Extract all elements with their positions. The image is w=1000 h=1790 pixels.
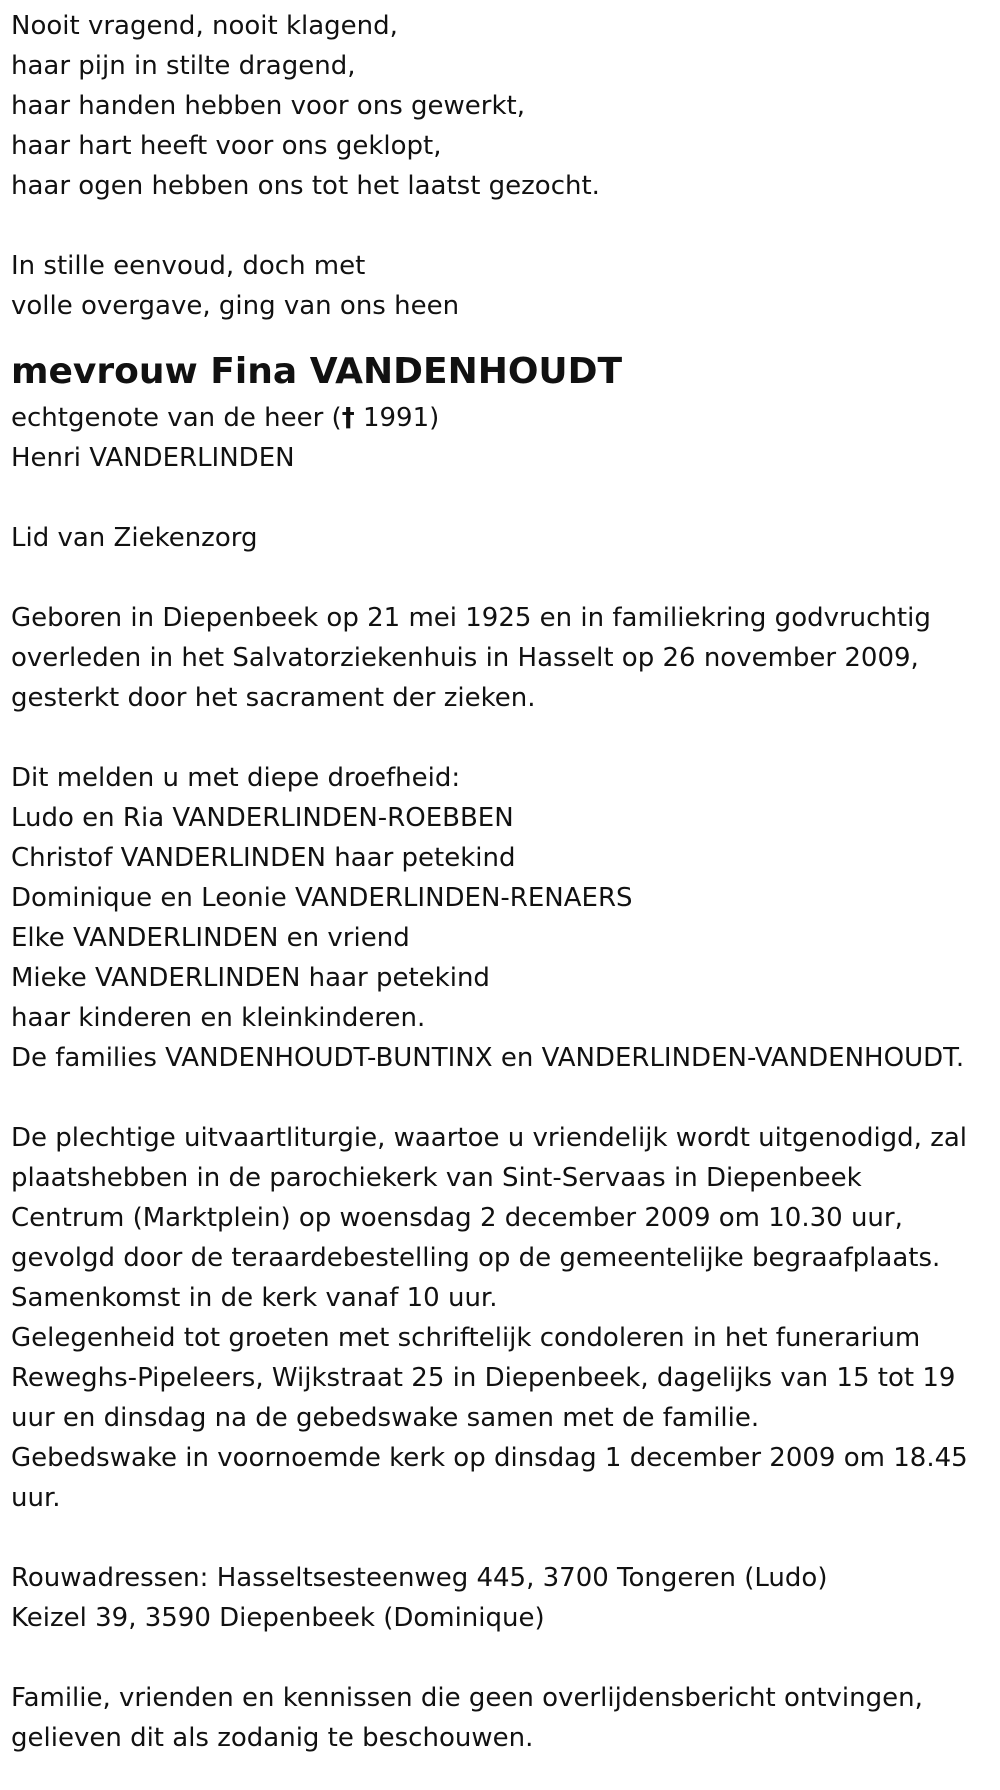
poem-line: haar hart heeft voor ons geklopt,: [11, 131, 442, 161]
life-block: [11, 598, 1000, 718]
announcer-line: Dit melden u met diepe droefheid:: [11, 763, 461, 793]
announcer-line: Ludo en Ria VANDERLINDEN-ROEBBEN: [11, 803, 514, 833]
ceremony-line: Reweghs-Pipeleers, Wijkstraat 25 in Diepenbeek, dagelijks van 15 tot 19: [11, 1363, 956, 1393]
announcer-line: Christof VANDERLINDEN haar petekind: [11, 843, 516, 873]
spacer: [11, 718, 1000, 758]
spouse-death-year: 1991): [354, 403, 440, 433]
address-line: Rouwadressen: Hasseltsesteenweg 445, 3700 Tongeren (Ludo): [11, 1563, 828, 1593]
ceremony-line: Gelegenheid tot groeten met schriftelijk condoleren in het funerarium: [11, 1323, 921, 1353]
ceremony-line: gevolgd door de teraardebestelling op de gemeentelijke begraafplaats.: [11, 1243, 941, 1273]
poem-line: Nooit vragend, nooit klagend,: [11, 11, 398, 41]
intro-block: [11, 246, 1000, 326]
poem-line: haar pijn in stilte dragend,: [11, 51, 356, 81]
announcers-block: [11, 758, 1000, 1078]
announcer-line: Dominique en Leonie VANDERLINDEN-RENAERS: [11, 883, 633, 913]
spouse-line: [11, 398, 1000, 438]
spacer: [11, 478, 1000, 518]
life-line: Geboren in Diepenbeek op 21 mei 1925 en in familiekring godvruchtig: [11, 603, 931, 633]
address-line: Keizel 39, 3590 Diepenbeek (Dominique): [11, 1603, 545, 1633]
life-line: overleden in het Salvatorziekenhuis in Hasselt op 26 november 2009,: [11, 643, 919, 673]
announcer-line: haar kinderen en kleinkinderen.: [11, 1003, 426, 1033]
closing-line: Familie, vrienden en kennissen die geen overlijdensbericht ontvingen,: [11, 1683, 923, 1713]
spouse-block: [11, 398, 1000, 478]
ceremony-line: Gebedswake in voornoemde kerk op dinsdag 1 december 2009 om 18.45: [11, 1443, 968, 1473]
poem-block: [11, 6, 1000, 206]
membership-line: Lid van Ziekenzorg: [11, 523, 258, 553]
ceremony-line: uur.: [11, 1483, 61, 1513]
announcer-line: Elke VANDERLINDEN en vriend: [11, 923, 410, 953]
ceremony-line: plaatshebben in de parochiekerk van Sint-Servaas in Diepenbeek: [11, 1163, 862, 1193]
ceremony-line: uur en dinsdag na de gebedswake samen met de familie.: [11, 1403, 760, 1433]
announcer-line: Mieke VANDERLINDEN haar petekind: [11, 963, 490, 993]
ceremony-line: Centrum (Marktplein) op woensdag 2 december 2009 om 10.30 uur,: [11, 1203, 903, 1233]
closing-block: [11, 1678, 1000, 1758]
ceremony-block: [11, 1118, 1000, 1518]
announcer-line: De families VANDENHOUDT-BUNTINX en VANDERLINDEN-VANDENHOUDT.: [11, 1043, 965, 1073]
life-line: gesterkt door het sacrament der zieken.: [11, 683, 536, 713]
spacer: [11, 206, 1000, 246]
spacer: [11, 1078, 1000, 1118]
closing-line: gelieven dit als zodanig te beschouwen.: [11, 1723, 534, 1753]
poem-line: haar handen hebben voor ons gewerkt,: [11, 91, 525, 121]
cross-icon: †: [341, 403, 355, 433]
intro-line: volle overgave, ging van ons heen: [11, 291, 460, 321]
addresses-block: [11, 1558, 1000, 1638]
deceased-name: mevrouw Fina VANDENHOUDT: [11, 351, 623, 392]
ceremony-line: Samenkomst in de kerk vanaf 10 uur.: [11, 1283, 498, 1313]
spacer: [11, 1518, 1000, 1558]
spacer: [11, 1638, 1000, 1678]
ceremony-line: De plechtige uitvaartliturgie, waartoe u vriendelijk wordt uitgenodigd, zal: [11, 1123, 968, 1153]
poem-line: haar ogen hebben ons tot het laatst gezocht.: [11, 171, 600, 201]
spacer: [11, 558, 1000, 598]
spouse-name: Henri VANDERLINDEN: [11, 443, 295, 473]
intro-line: In stille eenvoud, doch met: [11, 251, 366, 281]
spouse-prefix: echtgenote van de heer (: [11, 403, 342, 433]
